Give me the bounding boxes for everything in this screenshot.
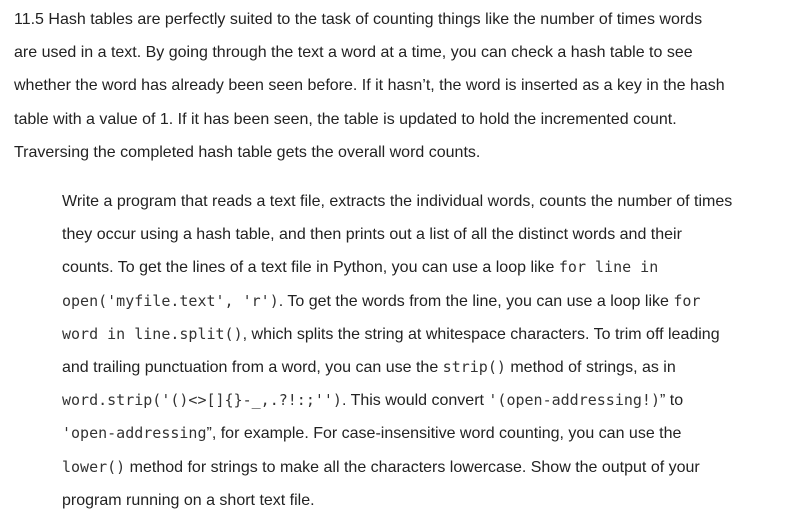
exercise-line	[62, 285, 732, 318]
exercise-text: program running on a short text file.	[62, 491, 315, 509]
exercise-text: counts. To get the lines of a text file in Python, you can use a loop like	[62, 259, 559, 277]
exercise-line	[62, 251, 732, 284]
intro-paragraph	[14, 3, 725, 169]
intro-line: 11.5 Hash tables are perfectly suited to the task of counting things like the number of times words	[14, 11, 703, 28]
intro-line: Traversing the completed hash table gets the overall word counts.	[14, 143, 481, 161]
exercise-text: method of strings, as in	[505, 358, 676, 376]
inline-code: lower()	[62, 457, 126, 476]
inline-code: open('myfile.text', 'r')	[62, 291, 279, 310]
intro-line: table with a value of 1. If it has been seen, the table is updated to hold the incremented count.	[14, 110, 677, 128]
exercise-line	[62, 484, 732, 517]
exercise-line	[62, 185, 732, 218]
inline-code: '(open-addressing!)	[488, 391, 660, 410]
intro-line: whether the word has already been seen before. If it hasn’t, the word is inserted as a key in the hash	[14, 77, 725, 95]
exercise-line	[62, 384, 732, 417]
exercise-text: . This would convert	[341, 392, 489, 410]
exercise-text: they occur using a hash table, and then prints out a list of all the distinct words and their	[62, 226, 682, 244]
exercise-text: and trailing punctuation from a word, you can use the	[62, 358, 443, 376]
exercise-text: ”, for example. For case-insensitive word counting, you can use the	[206, 425, 682, 443]
exercise-text: ” to	[660, 392, 684, 410]
exercise-text: . To get the words from the line, you can use a loop like	[278, 292, 674, 310]
inline-code: for	[673, 291, 701, 310]
exercise-line	[62, 218, 732, 251]
inline-code: word.strip('()<>[]{}-_,.?!:;'')	[62, 391, 342, 410]
exercise-line	[62, 417, 732, 450]
inline-code: for line in	[558, 258, 659, 277]
exercise-text: method for strings to make all the characters lowercase. Show the output of your	[125, 458, 700, 476]
exercise-line	[62, 351, 732, 384]
exercise-text: , which splits the string at whitespace characters. To trim off leading	[242, 325, 720, 343]
exercise-text: Write a program that reads a text file, extracts the individual words, counts the number of times	[62, 193, 733, 210]
inline-code: 'open-addressing	[62, 424, 207, 443]
exercise-paragraph	[62, 185, 732, 517]
intro-line: are used in a text. By going through the text a word at a time, you can check a hash table to see	[14, 44, 693, 62]
inline-code: word in line.split()	[62, 324, 243, 343]
inline-code: strip()	[442, 357, 506, 376]
exercise-line	[62, 318, 732, 351]
exercise-line	[62, 451, 732, 484]
